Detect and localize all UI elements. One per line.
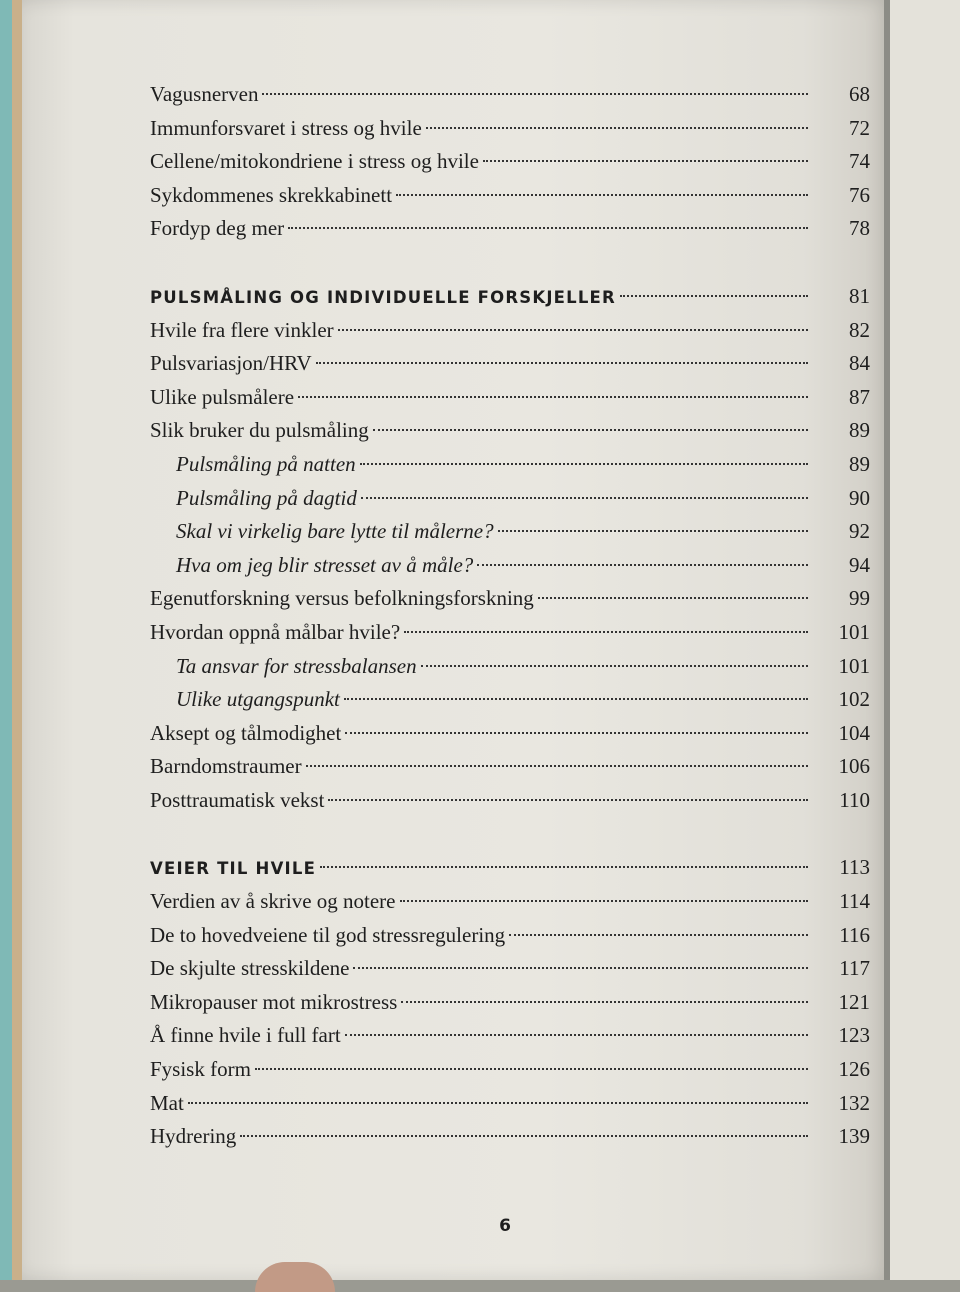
toc-entry	[150, 414, 870, 448]
dot-leader	[483, 160, 808, 162]
toc-subentry	[150, 482, 870, 516]
toc-entry-title: Cellene/mitokondriene i stress og hvile	[150, 149, 479, 174]
toc-entry	[150, 112, 870, 146]
toc-entry-page: 92	[849, 519, 870, 544]
toc-entry	[150, 919, 870, 953]
toc-entry	[150, 1019, 870, 1053]
toc-entry	[150, 616, 870, 650]
dot-leader	[345, 732, 808, 734]
toc-entry-page: 72	[849, 115, 870, 140]
toc-entry-title: De skjulte stresskildene	[150, 956, 350, 981]
toc-entry-page: 81	[849, 283, 870, 308]
toc-entry-page: 106	[838, 754, 870, 779]
toc-entry-page: 90	[849, 485, 870, 510]
dot-leader	[320, 866, 808, 868]
toc-entry-title: Ulike pulsmålere	[150, 384, 295, 409]
toc-entry-title: Slik bruker du pulsmåling	[150, 418, 369, 443]
toc-subentry	[150, 448, 870, 482]
dot-leader	[361, 497, 808, 499]
toc-entry	[150, 784, 870, 818]
dot-leader	[345, 1034, 808, 1036]
dot-leader	[360, 463, 808, 465]
dot-leader	[421, 665, 808, 667]
toc-entry-page: 121	[838, 989, 870, 1014]
toc-entry	[150, 952, 870, 986]
dot-leader	[306, 765, 808, 767]
toc-entry-title: Verdien av å skrive og notere	[150, 889, 396, 914]
toc-entry	[150, 750, 870, 784]
toc-entry-page: 104	[838, 720, 870, 745]
toc-subentry	[150, 683, 870, 717]
toc-entry	[150, 381, 870, 415]
toc-entry-page: 116	[839, 922, 870, 947]
toc-entry-title: Barndomstraumer	[150, 754, 302, 779]
toc-entry-title: Vagusnerven	[150, 82, 259, 106]
dot-leader	[400, 900, 809, 902]
dot-leader	[240, 1135, 808, 1137]
toc-entry	[150, 1087, 870, 1121]
toc-entry-title: Hvile fra flere vinkler	[150, 317, 334, 342]
toc-entry-page: 117	[839, 956, 870, 981]
dot-leader	[477, 564, 808, 566]
toc-entry	[150, 885, 870, 919]
facing-page-edge	[884, 0, 960, 1280]
toc-entry-title: Ta ansvar for stressbalansen	[176, 653, 417, 678]
toc-entry	[150, 179, 870, 213]
toc-entry-page: 110	[839, 787, 870, 812]
toc-entry-title: Å finne hvile i full fart	[150, 1023, 341, 1048]
table-of-contents	[150, 78, 870, 1154]
toc-entry-page: 68	[849, 82, 870, 106]
toc-entry-page: 123	[838, 1023, 870, 1048]
dot-leader	[255, 1068, 808, 1070]
toc-entry	[150, 212, 870, 246]
toc-entry-title: Posttraumatisk vekst	[150, 787, 325, 812]
dot-leader	[620, 295, 808, 297]
toc-entry-page: 114	[839, 889, 870, 914]
dot-leader	[426, 127, 808, 129]
toc-entry	[150, 582, 870, 616]
toc-entry-title: Hydrering	[150, 1124, 237, 1149]
toc-entry	[150, 717, 870, 751]
toc-entry-title: Ulike utgangspunkt	[176, 687, 340, 712]
toc-entry-title: Egenutforskning versus befolkningsforskning	[150, 586, 534, 611]
toc-entry-page: 89	[849, 418, 870, 443]
dot-leader	[316, 362, 808, 364]
toc-entry-page: 94	[849, 552, 870, 577]
dot-leader	[262, 93, 808, 95]
toc-entry-title: Fordyp deg mer	[150, 216, 285, 241]
toc-entry	[150, 347, 870, 381]
toc-entry-page: 139	[838, 1124, 870, 1149]
toc-entry-page: 101	[838, 653, 870, 678]
dot-leader	[338, 329, 808, 331]
dot-leader	[538, 597, 808, 599]
dot-leader	[328, 799, 808, 801]
dot-leader	[373, 429, 808, 431]
toc-entry	[150, 78, 870, 112]
toc-entry	[150, 1053, 870, 1087]
toc-section-heading	[150, 280, 870, 314]
toc-entry-page: 74	[849, 149, 870, 174]
dot-leader	[509, 934, 808, 936]
toc-entry	[150, 986, 870, 1020]
toc-entry-page: 89	[849, 451, 870, 476]
toc-entry-title: Mat	[150, 1090, 184, 1115]
toc-section-heading	[150, 851, 870, 885]
toc-entry-title: Pulsmåling på dagtid	[176, 485, 357, 510]
page-number: 6	[499, 1216, 511, 1236]
toc-entry	[150, 314, 870, 348]
toc-entry-page: 78	[849, 216, 870, 241]
dot-leader	[401, 1001, 808, 1003]
toc-entry-title: Mikropauser mot mikrostress	[150, 989, 398, 1014]
toc-entry	[150, 145, 870, 179]
toc-entry-page: 87	[849, 384, 870, 409]
section-gap	[150, 246, 870, 280]
toc-entry-title: PULSMÅLING OG INDIVIDUELLE FORSKJELLER	[150, 287, 616, 307]
toc-entry	[150, 1120, 870, 1154]
toc-entry-title: VEIER TIL HVILE	[150, 859, 317, 879]
dot-leader	[344, 698, 808, 700]
toc-entry-title: Sykdommenes skrekkabinett	[150, 182, 393, 207]
toc-entry-title: Hva om jeg blir stresset av å måle?	[176, 552, 474, 577]
toc-entry-page: 76	[849, 182, 870, 207]
toc-entry-page: 132	[838, 1090, 870, 1115]
toc-entry-title: Aksept og tålmodighet	[150, 720, 342, 745]
toc-entry-title: Pulsvariasjon/HRV	[150, 351, 312, 376]
toc-entry-page: 84	[849, 351, 870, 376]
dot-leader	[396, 194, 808, 196]
toc-entry-page: 126	[838, 1057, 870, 1082]
toc-entry-page: 113	[839, 855, 870, 880]
dot-leader	[353, 967, 808, 969]
toc-entry-title: Skal vi virkelig bare lytte til målerne?	[176, 519, 494, 544]
toc-entry-title: Fysisk form	[150, 1057, 251, 1082]
dot-leader	[498, 530, 808, 532]
toc-entry-page: 102	[838, 687, 870, 712]
toc-entry-title: Hvordan oppnå målbar hvile?	[150, 619, 401, 644]
toc-entry-page: 99	[849, 586, 870, 611]
toc-entry-title: Immunforsvaret i stress og hvile	[150, 115, 422, 140]
dot-leader	[188, 1102, 808, 1104]
toc-entry-page: 82	[849, 317, 870, 342]
toc-entry-page: 101	[838, 619, 870, 644]
toc-subentry	[150, 650, 870, 684]
toc-entry-title: De to hovedveiene til god stressregulering	[150, 922, 506, 947]
dot-leader	[404, 631, 808, 633]
toc-subentry	[150, 549, 870, 583]
dot-leader	[298, 396, 808, 398]
toc-entry-title: Pulsmåling på natten	[176, 451, 356, 476]
toc-subentry	[150, 515, 870, 549]
section-gap	[150, 817, 870, 851]
dot-leader	[288, 227, 808, 229]
